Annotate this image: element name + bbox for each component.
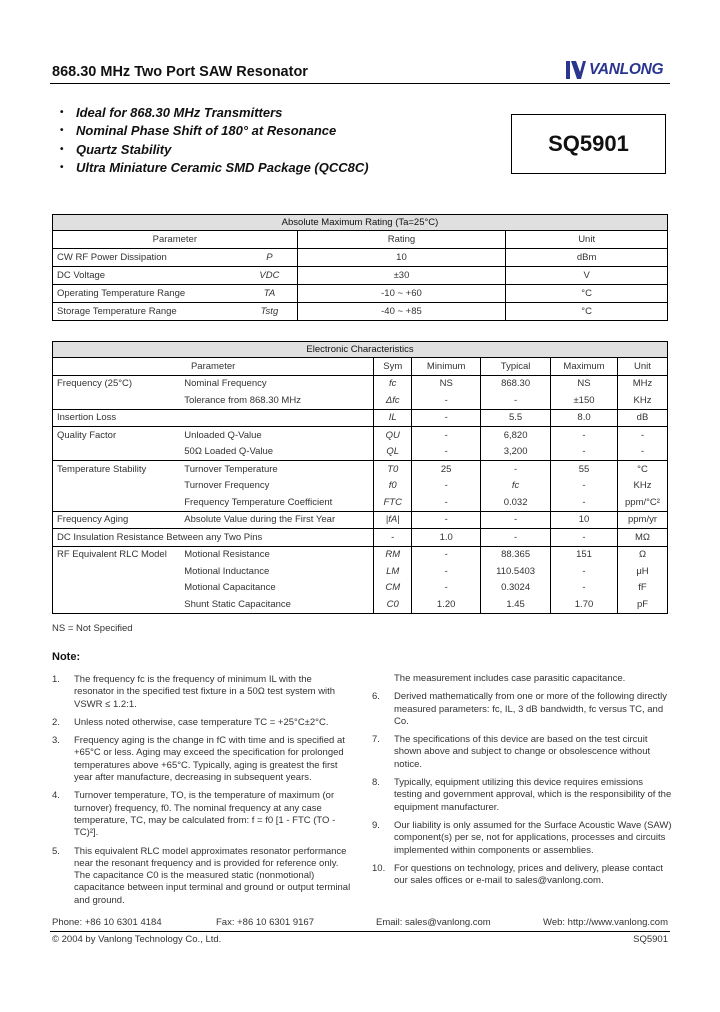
column-header: Minimum bbox=[412, 358, 481, 376]
bullet-icon: • bbox=[60, 106, 64, 118]
bullet-icon: • bbox=[60, 143, 64, 155]
feature-item: • Ultra Miniature Ceramic SMD Package (QCC8C) bbox=[60, 160, 369, 176]
footer-copyright: © 2004 by Vanlong Technology Co., Ltd. bbox=[52, 934, 222, 945]
table-row: Storage Temperature Range Tstg -40 ~ +85 °C bbox=[53, 303, 668, 321]
column-header: Maximum bbox=[551, 358, 618, 376]
table-row: CW RF Power Dissipation P 10 dBm bbox=[53, 249, 668, 267]
note-item: 7. The specifications of this device are based on the test circuit shown above and subject to change or obsolescence without notice. bbox=[372, 734, 651, 770]
table-row: DC Insulation Resistance Between any Two Pins - 1.0 - - MΩ bbox=[53, 529, 668, 547]
table-caption: Electronic Characteristics bbox=[53, 342, 668, 358]
logo-text: VANLONG bbox=[589, 61, 664, 78]
bullet-icon: • bbox=[60, 125, 64, 137]
feature-item: • Nominal Phase Shift of 180° at Resonance bbox=[60, 123, 337, 139]
notes-right-column bbox=[372, 673, 672, 893]
table-row: RF Equivalent RLC Model Motional Resistance RM - 88.365 151 Ω bbox=[53, 546, 668, 563]
note-item: 3. Frequency aging is the change in fC with time and is specified at +65°C or less. Aging may exceed the specification for prolonged temperatures above +65°C. Typically, aging is greatest the first year after manufacture, decreasing in subsequent years. bbox=[52, 735, 345, 784]
column-header: Typical bbox=[481, 358, 551, 376]
column-header: Unit bbox=[506, 231, 668, 249]
header-divider bbox=[50, 83, 670, 84]
column-header: Parameter bbox=[53, 358, 374, 376]
table-row: Shunt Static Capacitance C0 1.20 1.45 1.70 pF bbox=[53, 596, 668, 613]
column-header: Sym bbox=[374, 358, 412, 376]
table-row: Motional Inductance LM - 110.5403 - μH bbox=[53, 563, 668, 580]
table-row: Frequency (25°C) Nominal Frequency fc NS 868.30 NS MHz bbox=[53, 375, 668, 392]
footer-email[interactable]: Email: sales@vanlong.com bbox=[376, 917, 491, 928]
table-row: Turnover Frequency f0 - fc - KHz bbox=[53, 478, 668, 495]
footer-divider bbox=[50, 931, 670, 932]
table-row: Tolerance from 868.30 MHz Δfc - - ±150 KHz bbox=[53, 392, 668, 409]
note-item: 9. Our liability is only assumed for the Surface Acoustic Wave (SAW) component(s) per se, not for applications, processes and circuits implemented within components or assemblies. bbox=[372, 819, 672, 856]
column-header: Parameter bbox=[53, 231, 298, 249]
feature-list bbox=[60, 103, 369, 177]
note-item: 10. For questions on technology, prices and delivery, please contact our sales offices or e-mail to sales@vanlong.com. bbox=[372, 862, 663, 887]
note-item: 1. The frequency fc is the frequency of minimum IL with the resonator in the specified test fixture in a 50Ω test system with VSWR ≤ 1.2:1. bbox=[52, 674, 336, 710]
notes-left-column bbox=[52, 674, 352, 913]
absolute-max-rating-table bbox=[52, 214, 668, 321]
note-item: 5. This equivalent RLC model approximates resonator performance near the resonant frequency and is provided for reference only. The capacitance C0 is the measured static (nonmotional) capacitance between input terminal and ground or output terminal and ground. bbox=[52, 845, 351, 906]
column-header: Unit bbox=[617, 358, 667, 376]
footer-phone: Phone: +86 10 6301 4184 bbox=[52, 917, 162, 928]
table-row: Temperature Stability Turnover Temperature T0 25 - 55 °C bbox=[53, 461, 668, 478]
table-row: 50Ω Loaded Q-Value QL - 3,200 - - bbox=[53, 444, 668, 461]
table-row: Operating Temperature Range TA -10 ~ +60 °C bbox=[53, 285, 668, 303]
footer-part-number: SQ5901 bbox=[633, 934, 668, 945]
note-item: 4. Turnover temperature, TO, is the temperature of maximum (or turnover) frequency, f0. The nominal frequency at any case temperature, TC, may be calculated from: f = f0 [1 - FTC (TO - TC)²]. bbox=[52, 790, 336, 839]
notes-heading: Note: bbox=[52, 651, 81, 663]
note-item: 6. Derived mathematically from one or more of the following directly measured parameters: fc, IL, 3 dB bandwidth, fc versus TC, and Co. bbox=[372, 691, 667, 727]
note-continuation: The measurement includes case parasitic capacitance. bbox=[394, 673, 626, 684]
footer-web[interactable]: Web: http://www.vanlong.com bbox=[543, 917, 668, 928]
bullet-icon: • bbox=[60, 162, 64, 174]
table-row: Motional Capacitance CM - 0.3024 - fF bbox=[53, 580, 668, 597]
document-title: 868.30 MHz Two Port SAW Resonator bbox=[52, 64, 308, 80]
table-row: DC Voltage VDC ±30 V bbox=[53, 267, 668, 285]
table-row: Insertion Loss IL - 5.5 8.0 dB bbox=[53, 409, 668, 427]
electronic-characteristics-table bbox=[52, 341, 668, 614]
footer-fax: Fax: +86 10 6301 9167 bbox=[216, 917, 314, 928]
vanlong-logo bbox=[566, 60, 663, 80]
feature-item: • Quartz Stability bbox=[60, 141, 172, 157]
note-item: 2. Unless noted otherwise, case temperature TC = +25°C±2°C. bbox=[52, 716, 329, 728]
note-item: 8. Typically, equipment utilizing this device requires emissions testing and government approval, which is the responsibility of the equipment manufacturer. bbox=[372, 777, 672, 813]
table-caption: Absolute Maximum Rating (Ta=25°C) bbox=[53, 215, 668, 231]
table-row: Quality Factor Unloaded Q-Value QU - 6,820 - - bbox=[53, 427, 668, 444]
feature-item: • Ideal for 868.30 MHz Transmitters bbox=[60, 104, 283, 120]
part-number-box: SQ5901 bbox=[511, 114, 666, 174]
ns-footnote: NS = Not Specified bbox=[52, 623, 133, 634]
table-row: Frequency Temperature Coefficient FTC - 0.032 - ppm/°C² bbox=[53, 494, 668, 511]
table-row: Frequency Aging Absolute Value during the First Year |fA| - - 10 ppm/yr bbox=[53, 511, 668, 529]
vanlong-v-icon bbox=[566, 61, 586, 79]
column-header: Rating bbox=[297, 231, 506, 249]
